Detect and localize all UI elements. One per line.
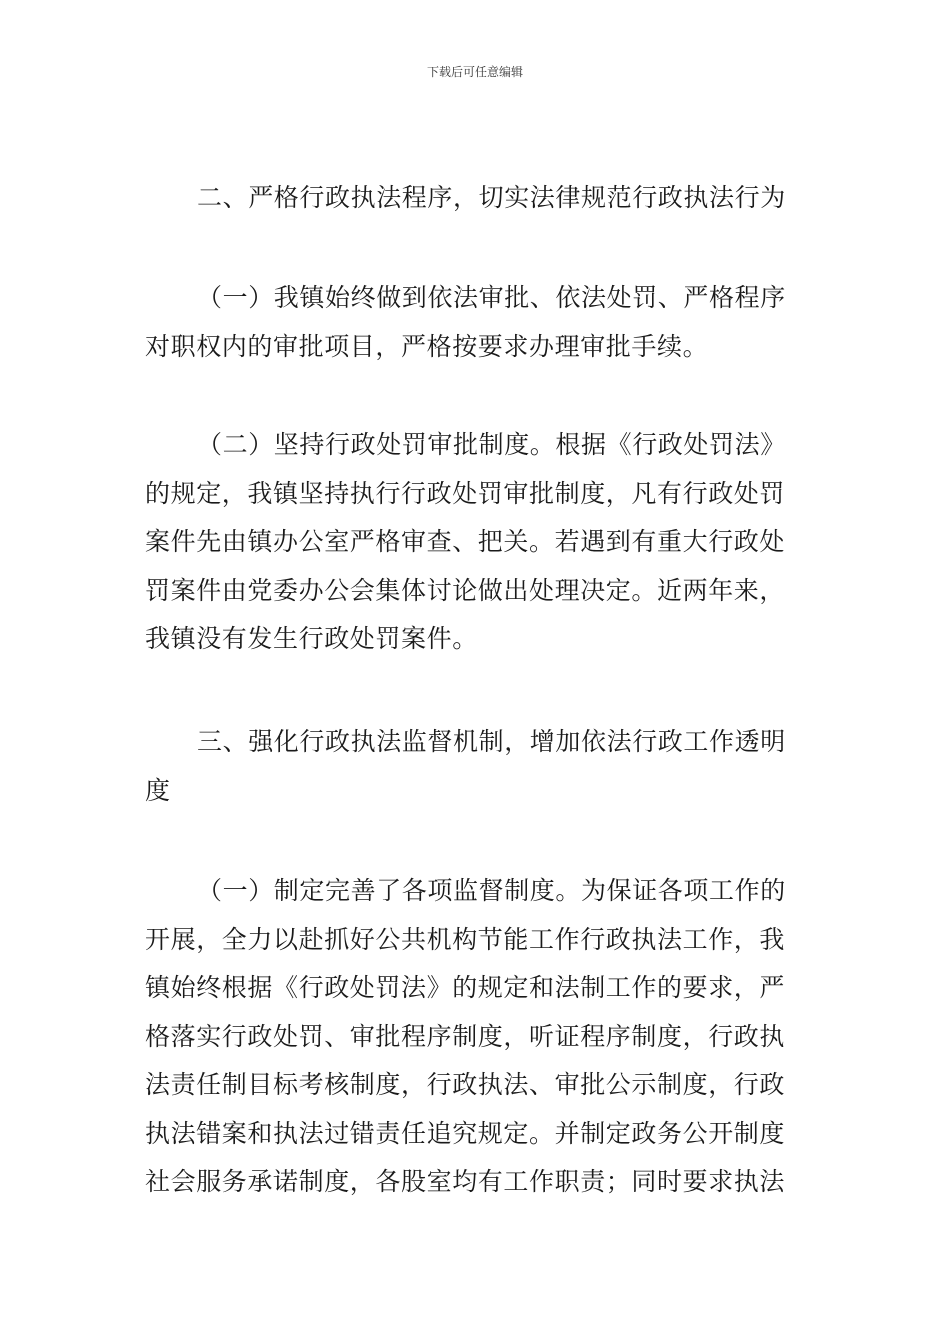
section-2-item-1 [145,274,810,371]
section-2-item-2 [145,421,810,664]
section-3-heading [145,718,810,815]
section-3-item-1 [145,867,810,1207]
text-line: 开展，全力以赴抓好公共机构节能工作行政执法工作，我 [145,924,786,954]
text-line: 二、严格行政执法程序，切实法律规范行政执法行为 [197,183,786,212]
text-line: 案件先由镇办公室严格审查、把关。若遇到有重大行政处 [145,527,786,556]
text-line: 社会服务承诺制度，各股室均有工作职责；同时要求执法 [145,1167,786,1196]
text-line: （一）我镇始终做到依法审批、依法处罚、严格程序 [197,283,786,312]
text-line: （一）制定完善了各项监督制度。为保证各项工作的 [197,876,786,905]
text-line: 度 [145,775,171,805]
text-line: （二）坚持行政处罚审批制度。根据《行政处罚法》 [197,430,786,459]
text-line: 我镇没有发生行政处罚案件。 [145,624,478,653]
text-line: 的规定，我镇坚持执行行政处罚审批制度，凡有行政处罚 [145,478,786,508]
text-line: 对职权内的审批项目，严格按要求办理审批手续。 [145,331,709,361]
page-header: 下载后可任意编辑 [426,65,523,79]
text-line: 法责任制目标考核制度，行政执法、审批公示制度，行政 [145,1070,786,1099]
text-line: 执法错案和执法过错责任追究规定。并制定政务公开制度 [145,1118,786,1148]
text-line: 三、强化行政执法监督机制，增加依法行政工作透明 [197,727,786,756]
text-line: 格落实行政处罚、审批程序制度，听证程序制度，行政执 [145,1021,786,1051]
text-line: 罚案件由党委办公会集体讨论做出处理决定。近两年来， [145,575,786,605]
text-line: 镇始终根据《行政处罚法》的规定和法制工作的要求，严 [145,973,786,1002]
section-2-heading [145,174,810,223]
